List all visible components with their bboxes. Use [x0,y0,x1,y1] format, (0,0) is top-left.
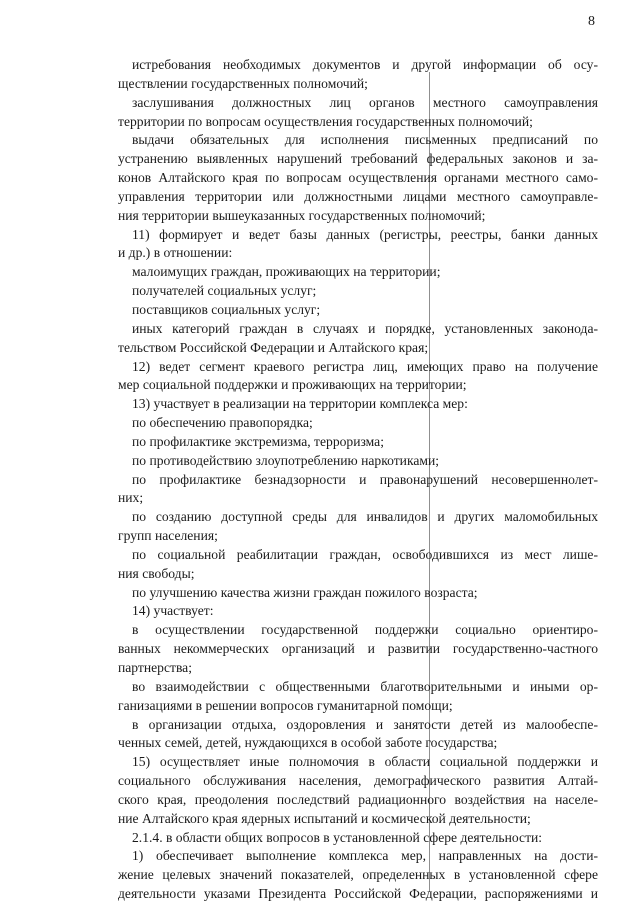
text-line: 13) участвует в реализации на территории комплекса мер: [132,396,468,412]
text-line: групп населения; [118,528,218,544]
text-line: конов Алтайского края по вопросам осуществления органами местного само- [118,170,598,186]
text-line: малоимущих граждан, проживающих на территории; [132,264,441,280]
page-number: 8 [588,14,595,29]
text-line: жение целевых значений показателей, определенных в установленной сфере [118,867,598,883]
text-line: них; [118,490,144,506]
text-line: и др.) в отношении: [118,245,233,261]
text-line: выдачи обязательных для исполнения письменных предписаний по [132,132,598,148]
text-line: ния территории вышеуказанных государственных полномочий; [118,207,486,223]
text-line: ния свободы; [118,565,195,581]
text-line: по противодействию злоупотреблению наркотиками; [132,452,440,468]
text-line: 14) участвует: [132,603,214,619]
text-line: 1) обеспечивает выполнение комплекса мер, направленных на дости- [132,848,598,864]
text-line: поставщиков социальных услуг; [132,301,321,317]
text-line: деятельности указами Президента Российской Федерации, распоряжениями и [118,886,598,902]
text-line: управления территории или должностными лицами местного самоуправле- [118,188,598,204]
text-line: ганизациями в решении вопросов гуманитарной помощи; [118,697,453,713]
text-line: иных категорий граждан в случаях и порядке, установленных законода- [132,320,598,336]
text-line: 11) формирует и ведет базы данных (регистры, реестры, банки данных [132,226,598,242]
text-line: в организации отдыха, оздоровления и занятости детей из малообеспе- [132,716,598,732]
text-line: получателей социальных услуг; [132,283,317,299]
text-line: 15) осуществляет иные полномочия в области социальной поддержки и [132,754,598,770]
text-line: партнерства; [118,660,192,675]
text-line: ванных некоммерческих организаций и развитии государственно-частного [118,641,598,657]
text-line: устранению выявленных нарушений требований федеральных законов и за- [118,151,598,167]
text-line: истребования необходимых документов и другой информации об осу- [132,57,598,72]
text-line: 2.1.4. в области общих вопросов в установленной сфере деятельности: [132,829,543,845]
text-line: территории по вопросам осуществления государственных полномочий; [118,113,533,129]
text-line: по обеспечению правопорядка; [132,415,313,431]
text-line: мер социальной поддержки и проживающих на территории; [118,377,467,393]
text-line: в осуществлении государственной поддержки социально ориентиро- [132,622,598,638]
text-line: по улучшению качества жизни граждан пожилого возраста; [132,584,478,600]
text-line: заслушивания должностных лиц органов местного самоуправления [132,94,598,110]
text-line: по социальной реабилитации граждан, освободившихся из мест лише- [132,546,598,562]
text-line: социального обслуживания населения, демографического развития Алтай- [118,773,598,789]
text-line: ществлении государственных полномочий; [118,75,368,91]
text-line: по профилактике экстремизма, терроризма; [132,433,384,449]
text-line: тельством Российской Федерации и Алтайского края; [118,339,429,355]
text-line: по созданию доступной среды для инвалидов и других маломобильных [132,509,598,525]
text-line: ченных семей, детей, нуждающихся в особой заботе государства; [118,735,498,751]
text-line: ского края, преодоления последствий радиационного воздействия на населе- [118,791,598,807]
text-line: во взаимодействии с общественными благотворительными и иными ор- [132,678,598,694]
text-line: по профилактике безнадзорности и правонарушений несовершеннолет- [132,471,598,487]
document-body [118,56,598,904]
text-line: ние Алтайского края ядерных испытаний и космической деятельности; [118,810,531,826]
text-line: 12) ведет сегмент краевого регистра лиц, имеющих право на получение [132,358,598,374]
